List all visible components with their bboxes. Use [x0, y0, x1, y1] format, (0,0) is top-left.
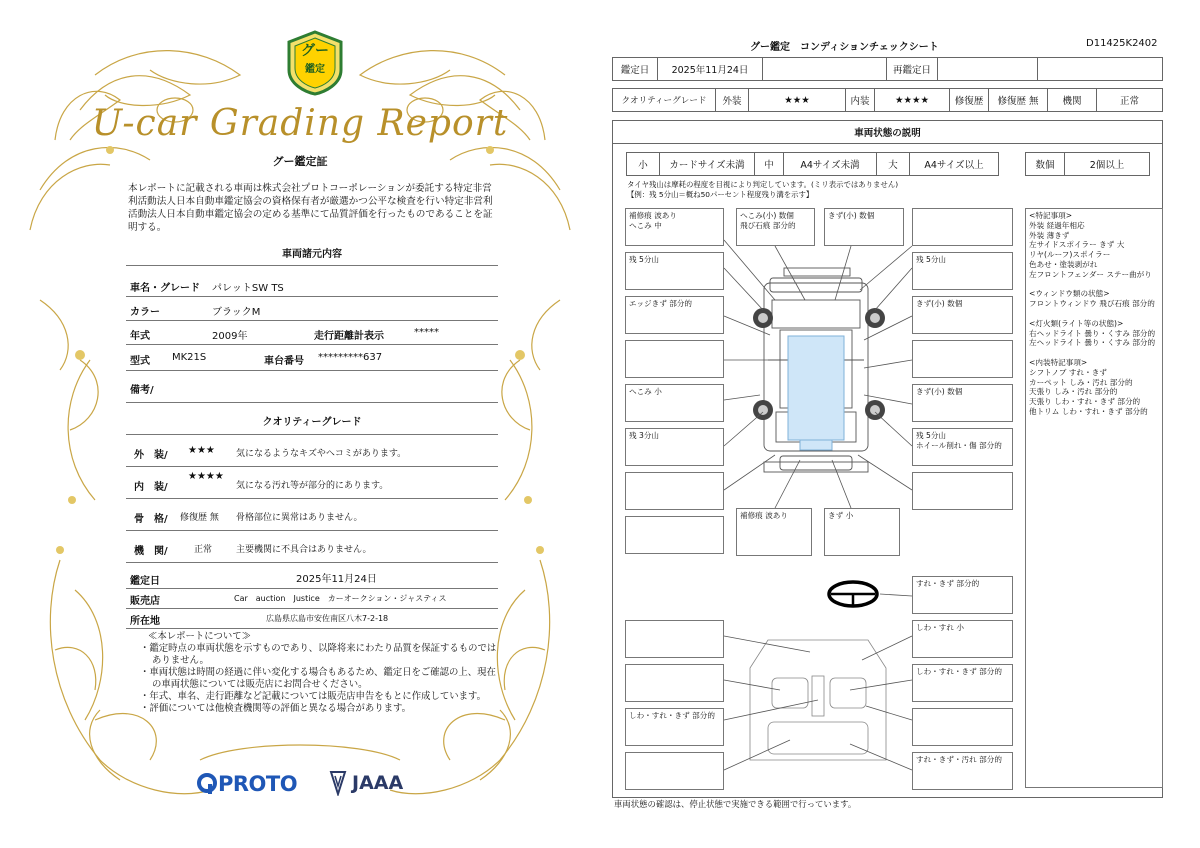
special-note-line: 色あせ・塗装剥がれ — [1029, 259, 1098, 269]
damage-box-right-mid — [912, 340, 1013, 378]
ext-value: ★★★ — [748, 88, 846, 112]
interior-box-right-4: すれ・きず・汚れ 部分的 — [912, 752, 1013, 790]
damage-box-left-rear: へこみ 小 — [625, 384, 724, 422]
interior-box-left-1 — [625, 620, 724, 658]
legend-count: 数個 — [1025, 152, 1065, 176]
note-item: ・車両状態は時間の経過に伴い変化する場合もあるため、鑑定日をご確認の上、現在の車両状態については販売店にお問合せください。 — [140, 667, 496, 690]
dealer-value: Car auction Justice カーオークション・ジャスティス — [234, 594, 447, 603]
legend-small-desc: カードサイズ未満 — [659, 152, 755, 176]
dealer-label: 販売店 — [130, 596, 160, 607]
interior-label: 内 装/ — [134, 482, 168, 493]
year-label: 年式 — [130, 331, 150, 342]
interior-box-left-4 — [625, 752, 724, 790]
special-note-line: シフトノブ すれ・きず — [1029, 367, 1107, 377]
engine-value: 正常 — [1096, 88, 1163, 112]
condition-check-sheet — [600, 0, 1200, 848]
damage-box-left-front: エッジきず 部分的 — [625, 296, 724, 334]
tire-box-rear-left: 残 3分山 — [625, 428, 724, 466]
address-label: 所在地 — [130, 616, 160, 627]
damage-box-rear-left-2 — [625, 516, 724, 554]
tire-box-front-left: 残 5分山 — [625, 252, 724, 290]
special-note-line: <灯火類(ライト等の状態)> — [1029, 318, 1124, 328]
special-note-line: 左サイドスポイラー きず 大 — [1029, 240, 1125, 250]
sheet-title: グー鑑定 コンディションチェックシート — [750, 42, 939, 53]
row-year — [126, 322, 498, 345]
tire-box-front-right: 残 5分山 — [912, 252, 1013, 290]
damage-box-front-2: きず(小) 数個 — [824, 208, 904, 246]
frame-value: 修復歴 無 — [180, 513, 219, 523]
date-label: 鑑定日 — [130, 576, 160, 587]
steering-box: すれ・きず 部分的 — [912, 576, 1013, 614]
engine-value: 正常 — [194, 545, 213, 555]
row-name — [126, 274, 498, 297]
damage-box-rear-1: 補修痕 波あり — [736, 508, 812, 556]
special-note-line: カーペット しみ・汚れ 部分的 — [1029, 377, 1133, 387]
special-note-line: 外装 経過年相応 — [1029, 220, 1085, 230]
damage-box-right-front: きず(小) 数個 — [912, 296, 1013, 334]
reinspect-label: 再鑑定日 — [886, 57, 938, 81]
jaaa-logo-text: JAAA — [352, 772, 404, 794]
remarks-label: 備考/ — [130, 385, 154, 396]
ext-label: 外装 — [715, 88, 749, 112]
tire-note-2: 【例：残 5分山＝概ね50パーセント程度残り溝を示す】 — [627, 190, 814, 199]
row-color — [126, 298, 498, 321]
special-note-line: <特記事項> — [1029, 211, 1073, 220]
row-dealer — [126, 588, 498, 609]
address-value: 広島県広島市安佐南区八木7-2-18 — [266, 614, 389, 623]
report-notes — [140, 631, 500, 715]
date-value: 2025年11月24日 — [296, 574, 377, 585]
certificate-statement: 本レポートに記載される車両は株式会社プロトコーポレーションが委託する特定非営利活動法人日本自動車鑑定協会の資格保有者が厳選かつ公平な検査を行い特定非営利活動法人日本自動車鑑定協会の定める基準にて品質評価を行ったものであることを証明する。 — [128, 183, 493, 233]
name-value: パレットSW TS — [212, 283, 284, 294]
spec-heading: 車両諸元内容 — [126, 245, 498, 266]
special-notes-box — [1025, 208, 1163, 788]
tire-box-rear-right: 残 5分山 ホイール削れ・傷 部分的 — [912, 428, 1013, 466]
chassis-label: 車台番号 — [264, 356, 304, 367]
legend-mid-desc: A4サイズ未満 — [783, 152, 877, 176]
jaaa-logo-icon — [328, 770, 348, 796]
interior-box-right-3 — [912, 708, 1013, 746]
badge-top-text: グー — [301, 43, 329, 59]
legend-large: 大 — [876, 152, 910, 176]
row-date — [126, 566, 498, 589]
grade-label: クオリティーグレード — [612, 88, 716, 112]
special-note-line: リヤ(ルーフ)スポイラー — [1029, 250, 1111, 260]
special-note-line: <ウィンドウ類の状態> — [1029, 289, 1110, 299]
row-exterior — [126, 436, 498, 467]
model-label: 型式 — [130, 356, 150, 367]
note-item: ・鑑定時点の車両状態を示すものであり、以降将来にわたり品質を保証するものではありません。 — [140, 643, 497, 666]
interior-box-left-2 — [625, 664, 724, 702]
special-note-line: 外装 薄きず — [1029, 230, 1070, 240]
damage-box-right-rear: きず(小) 数個 — [912, 384, 1013, 422]
exterior-text: 気になるようなキズやヘコミがあります。 — [236, 449, 407, 459]
interior-box-right-2: しわ・すれ・きず 部分的 — [912, 664, 1013, 702]
engine-text: 主要機関に不具合はありません。 — [236, 545, 372, 555]
notes-title: ≪本レポートについて≫ — [148, 631, 251, 642]
special-note-line: <内装特記事項> — [1029, 357, 1088, 367]
tire-note-1: タイヤ残山は摩耗の程度を目視により判定しています。(ミリ表示ではありません) — [627, 180, 899, 189]
badge-bottom-text: 鑑定 — [305, 64, 325, 75]
date-label: 鑑定日 — [612, 57, 658, 81]
legend-count-desc: 2個以上 — [1064, 152, 1150, 176]
damage-box-rear-left — [625, 472, 724, 510]
mileage-value: ***** — [414, 327, 439, 338]
special-note-line: 左フロントフェンダー ステー曲がり — [1029, 269, 1152, 279]
exterior-stars: ★★★ — [188, 445, 215, 456]
sheet-footer: 車両状態の確認は、停止状態で実施できる範囲で行っています。 — [614, 799, 857, 809]
engine-label: 機 関/ — [134, 546, 168, 557]
model-value: MK21S — [172, 352, 207, 363]
damage-box-front-1: へこみ(小) 数個 飛び石痕 部分的 — [736, 208, 815, 246]
int-value: ★★★★ — [874, 88, 950, 112]
row-remarks — [126, 372, 498, 403]
row-interior — [126, 468, 498, 499]
row-model — [126, 346, 498, 371]
row-engine — [126, 532, 498, 563]
color-label: カラー — [130, 307, 160, 318]
damage-box-rear-2: きず 小 — [824, 508, 900, 556]
interior-text: 気になる汚れ等が部分的にあります。 — [236, 481, 389, 491]
special-note-line: 天張り しみ・汚れ 部分的 — [1029, 387, 1118, 397]
name-label: 車名・グレード — [130, 283, 200, 294]
legend-small: 小 — [626, 152, 660, 176]
exterior-label: 外 装/ — [134, 450, 168, 461]
special-note-line — [1029, 309, 1159, 319]
certificate-title: U-car Grading Report — [91, 103, 509, 144]
date-value: 2025年11月24日 — [657, 57, 763, 81]
year-value: 2009年 — [212, 331, 248, 342]
certificate-subtitle: グー鑑定証 — [272, 155, 328, 168]
legend-large-desc: A4サイズ以上 — [909, 152, 999, 176]
special-note-line: フロントウィンドウ 飛び石痕 部分的 — [1029, 299, 1155, 309]
frame-text: 骨格部位に異常はありません。 — [236, 513, 363, 523]
color-value: ブラックM — [212, 307, 261, 318]
note-item: ・年式、車名、走行距離など記載については販売店申告をもとに作成しています。 — [140, 691, 486, 702]
row-frame — [126, 500, 498, 531]
interior-box-right-1: しわ・すれ 小 — [912, 620, 1013, 658]
repair-label: 修復歴 — [949, 88, 989, 112]
special-note-line — [1029, 280, 1159, 290]
special-note-line: 天張り しわ・すれ・きず 部分的 — [1029, 397, 1141, 407]
int-label: 内装 — [845, 88, 875, 112]
quality-heading-row — [126, 404, 498, 435]
quality-heading: クオリティーグレード — [262, 417, 362, 428]
sheet-id: D11425K2402 — [1086, 38, 1158, 49]
proto-logo-icon — [196, 772, 218, 796]
damage-box-rear-right — [912, 472, 1013, 510]
interior-box-left-3: しわ・すれ・きず 部分的 — [625, 708, 724, 746]
note-item: ・評価については他検査機関等の評価と異なる場合があります。 — [140, 703, 411, 714]
damage-box-front-left: 補修痕 波あり へこみ 中 — [625, 208, 724, 246]
interior-stars: ★★★★ — [188, 471, 224, 482]
repair-value: 修復歴 無 — [988, 88, 1048, 112]
chassis-value: *********637 — [318, 352, 383, 363]
special-note-line: 左ヘッドライト 曇り・くすみ 部分的 — [1029, 338, 1156, 348]
special-note-line: 右ヘッドライト 曇り・くすみ 部分的 — [1029, 328, 1156, 338]
engine-label: 機関 — [1047, 88, 1097, 112]
proto-logo-text: PROTO — [218, 772, 298, 796]
damage-box-front-right — [912, 208, 1013, 246]
legend-mid: 中 — [754, 152, 784, 176]
frame-label: 骨 格/ — [134, 514, 168, 525]
special-note-line: 他トリム しわ・すれ・きず 部分的 — [1029, 406, 1148, 416]
special-note-line — [1029, 348, 1159, 358]
row-address — [126, 608, 498, 629]
damage-box-left-mid — [625, 340, 724, 378]
section-title: 車両状態の説明 — [612, 120, 1163, 144]
mileage-label: 走行距離計表示 — [314, 331, 384, 342]
